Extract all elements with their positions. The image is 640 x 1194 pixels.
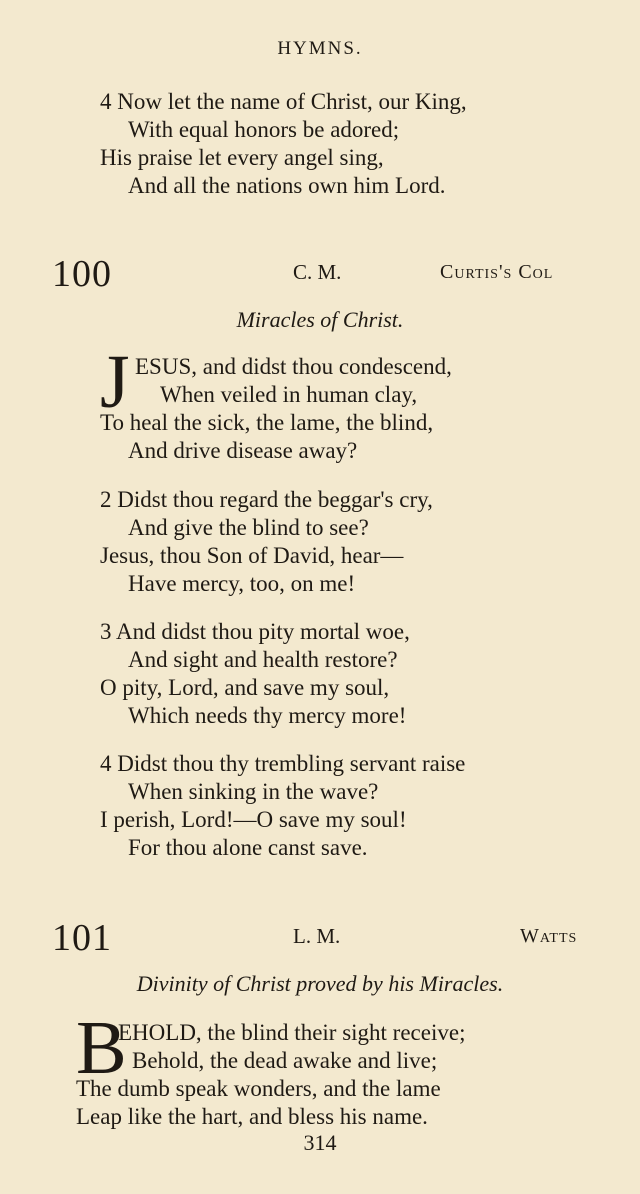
verse-line: With equal honors be adored; [128,117,400,142]
verse-line: Behold, the dead awake and live; [132,1048,438,1073]
verse-line: And drive disease away? [128,438,358,463]
page-number: 314 [303,1130,337,1155]
hymn-number: 100 [52,253,112,295]
verse-line: O pity, Lord, and save my soul, [100,675,390,700]
verse-line: Have mercy, too, on me! [128,571,356,596]
verse-line: EHOLD, the blind their sight receive; [118,1020,466,1045]
verse-line: When veiled in human clay, [160,382,418,407]
drop-cap: J [100,340,130,424]
verse-line: And give the blind to see? [128,515,369,540]
verse-line: I perish, Lord!—O save my soul! [100,807,407,832]
verse-line: For thou alone canst save. [128,835,368,860]
drop-cap: B [76,1006,127,1090]
verse-line: When sinking in the wave? [128,779,379,804]
verse-line: 3 And didst thou pity mortal woe, [100,619,410,644]
verse-line: 2 Didst thou regard the beggar's cry, [100,487,433,512]
hymn-meter: L. M. [293,924,341,948]
hymn-title: Divinity of Christ proved by his Miracles. [136,971,504,996]
verse-line: His praise let every angel sing, [100,145,384,170]
hymn-number: 101 [52,917,112,959]
verse-line: Jesus, thou Son of David, hear— [100,543,404,568]
running-head: HYMNS. [277,38,363,59]
hymn-meter: C. M. [293,260,342,284]
verse-line: The dumb speak wonders, and the lame [76,1076,441,1101]
verse-line: Which needs thy mercy more! [128,703,407,728]
verse-line: And all the nations own him Lord. [128,173,446,198]
tune-name: Curtis's Col [440,261,554,283]
verse-line: 4 Now let the name of Christ, our King, [100,89,467,114]
hymn-title: Miracles of Christ. [236,307,404,332]
verse-line: Leap like the hart, and bless his name. [76,1104,428,1129]
verse-line: ESUS, and didst thou condescend, [135,354,452,379]
tune-name: Watts [520,925,578,947]
verse-line: 4 Didst thou thy trembling servant raise [100,751,466,776]
verse-line: And sight and health restore? [128,647,398,672]
verse-line: To heal the sick, the lame, the blind, [100,410,434,435]
